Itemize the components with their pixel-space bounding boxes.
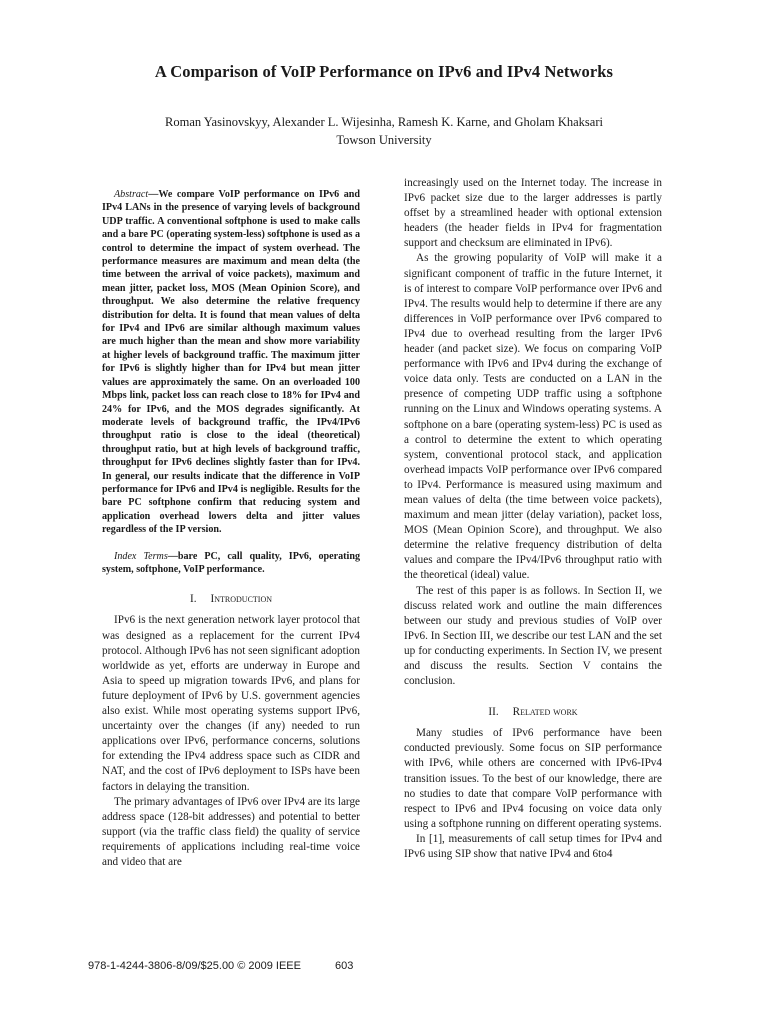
index-terms-body: —bare PC, call quality, IPv6, operating system, softphone, VoIP performance.	[102, 550, 360, 575]
left-column	[102, 188, 360, 870]
section-number: I.	[189, 593, 197, 606]
intro-paragraph-2: The primary advantages of IPv6 over IPv4 are its large address space (128-bit addresses) and potential to better support (via the traffic class field) the quality of service requirements of applications including real-time voice and video that are	[102, 795, 360, 868]
intro-paragraph-1: IPv6 is the next generation network layer protocol that was designed as a replacement for the current IPv4 protocol. Although IPv6 has not seen significant adoption worldwide as yet, efforts are underway in Europe and Asia to speed up migration towards IPv6, and plans for future deployment of IPv6 by U.S. government agencies also exist. While most operating systems support IPv6, uncertainty over the changes (if any) needed to run applications over IPv6, performance concerns, solutions for extending the IPv4 address space such as CIDR and NAT, and the cost of IPv6 deployment to ISPs have been factors in delaying the transition.	[102, 614, 360, 793]
author-names: Roman Yasinovskyy, Alexander L. Wijesinha, Ramesh K. Karne, and Gholam Khaksari	[165, 115, 603, 129]
index-terms-lead: Index Terms	[114, 550, 168, 562]
right-column	[404, 176, 662, 862]
section-number: II.	[488, 706, 499, 719]
abstract-lead: Abstract	[114, 189, 149, 200]
abstract	[102, 188, 360, 537]
intro-paragraph-4: The rest of this paper is as follows. In Section II, we discuss related work and outline the main differences between our study and previous studies of VoIP over IPv6. In Section III, we describe our test LAN and the set up for conducting experiments. In Section IV, we present and discuss the results. Section V contains the conclusion.	[404, 584, 662, 688]
section-title: Introduction	[210, 593, 273, 606]
related-paragraph-2: In [1], measurements of call setup times for IPv4 and IPv6 using SIP show that native IPv4 and 6to4	[404, 832, 662, 861]
related-paragraph-1: Many studies of IPv6 performance have been conducted previously. Some focus on SIP performance with IPv6, while others are concerned with IPv6-IPv4 transition issues. To the best of our knowledge, there are no studies to date that compare VoIP performance with respect to IPv6 and IPv4 focusing on voice data only using a softphone running on different operating systems.	[404, 727, 662, 830]
paper-title: A Comparison of VoIP Performance on IPv6 and IPv4 Networks	[154, 62, 614, 81]
page-footer	[88, 960, 353, 972]
author-affiliation: Towson University	[336, 133, 432, 147]
section-heading-related-work	[404, 705, 662, 720]
author-block	[0, 113, 768, 149]
index-terms	[102, 550, 360, 577]
intro-paragraph-3: As the growing popularity of VoIP will make it a significant component of traffic in the future Internet, it is of interest to compare VoIP performance over IPv6 and IPv4. The results would help to determine if there are any differences in VoIP performance over IPv6 compared to IPv4 due to overhead resulting from the larger IPv6 header (and packet size). We focus on comparing VoIP performance with IPv6 and IPv4 during the exchange of voice data only. Tests are conducted on a LAN in the presence of competing UDP traffic using a softphone running on the Linux and Windows operating systems. A softphone on a bare (operating system-less) PC is used as a control to determine the extent to which operating system, conventional protocol stack, and application overhead impacts VoIP performance over IPv6 compared to IPv4. Performance is measured using maximum and mean values of delta (the time between voice packets), maximum and mean jitter (delay variation), packet loss, MOS (Mean Opinion Score), and throughput. We also determine the relative frequency distribution of delta values and compare the IPv4/IPv6 throughput ratio with the theoretical (ideal) value.	[404, 252, 662, 582]
section-heading-introduction	[102, 592, 360, 607]
intro-paragraph-2-continued: increasingly used on the Internet today. The increase in IPv6 packet size due to the larger addresses is partly offset by a streamlined header with optional extension headers (the header fields in IPv4 for fragmentation support and checksum are eliminated in IPv6).	[404, 177, 662, 250]
section-title: Related work	[512, 706, 578, 719]
copyright-notice: 978-1-4244-3806-8/09/$25.00 © 2009 IEEE	[88, 960, 301, 972]
abstract-body: —We compare VoIP performance on IPv6 and IPv4 LANs in the presence of varying levels of background UDP traffic. A conventional softphone is used to make calls and a bare PC (operating system-less) softphone is used as a control to determine the impact of system overhead. The performance measures are maximum and mean delta (the time between the arrival of voice packets), maximum and mean jitter, packet loss, MOS (Mean Opinion Score), and throughput. We also determine the relative frequency distribution for delta. It is found that mean values of delta for IPv4 and IPv6 are similar although maximum values are much higher than the mean and show more variability at higher levels of background traffic. The maximum jitter for IPv6 is slightly higher than for IPv4 but mean jitter values are approximately the same. On an overloaded 100 Mbps link, packet loss can reach close to 18% for IPv4 and 24% for IPv6, and the MOS degrades significantly. At moderate levels of background traffic, the IPv4/IPv6 throughput ratio is close to the ideal (theoretical) throughput ratio, but at high levels of background traffic, throughput for IPv6 declines slightly faster than for IPv4. In general, our results indicate that the difference in VoIP performance for IPv6 and IPv4 is negligible. Results for the bare PC softphone confirm that reducing system and application overhead lowers delta and jitter values regardless of the IP version.	[102, 189, 360, 536]
page-number: 603	[335, 960, 354, 972]
